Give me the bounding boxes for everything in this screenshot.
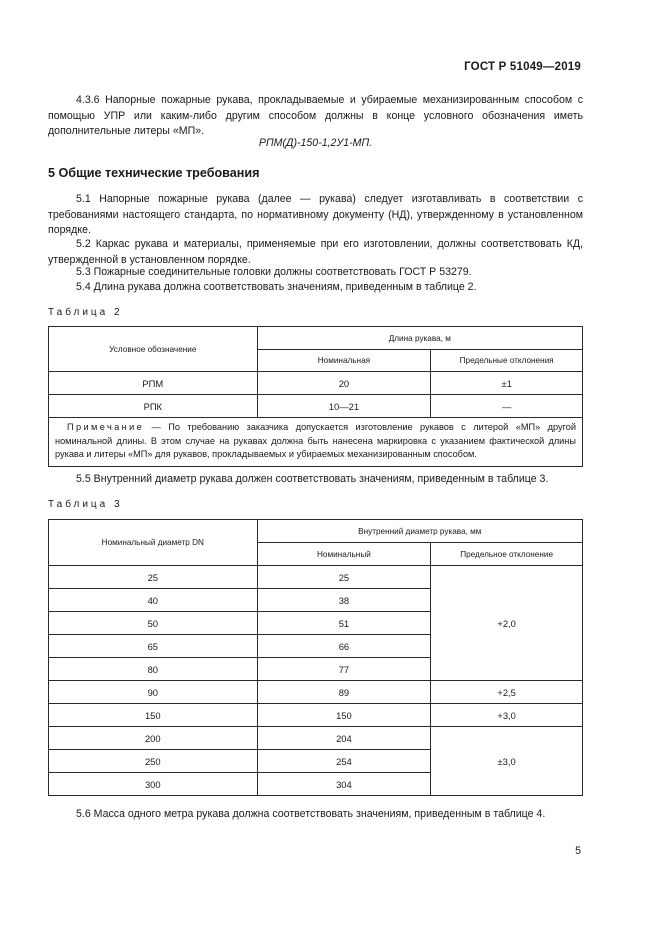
table-cell: 10—21 [257, 395, 431, 418]
table-3-header-nominal: Номинальный [257, 543, 431, 566]
paragraph-5-4: 5.4 Длина рукава должна соответствовать значениям, приведенным в таблице 2. [76, 281, 477, 293]
note-text: — По требованию заказчика допускается изготовление рукавов с литерой «МП» другой номинальной длины. В этом случае на рукавах должна быть нанесена маркировка с указанием фактической длины рукава и литеры «МП» для рукавов, прокладываемых и убираемых механизированным способом. [55, 422, 576, 459]
paragraph-4-3-6: 4.3.6 Напорные пожарные рукава, прокладываемые и убираемые механизированным способом с помощью УПР или каким-либо другим способом должны в конце условного обозначения иметь дополнительные литеры «МП». [48, 94, 583, 137]
table-cell: 250 [49, 750, 258, 773]
table-cell: 66 [257, 635, 431, 658]
table-cell: 254 [257, 750, 431, 773]
table-3-header-diameter: Внутренний диаметр рукава, мм [257, 520, 582, 543]
table-3-caption: Таблица 3 [48, 499, 123, 510]
table-cell: 38 [257, 589, 431, 612]
table-cell: 50 [49, 612, 258, 635]
table-2-note [49, 418, 583, 467]
table-2-note-row [49, 418, 583, 467]
table-cell: 150 [257, 704, 431, 727]
paragraph-5-2: 5.2 Каркас рукава и материалы, применяемые при его изготовлении, должны соответствовать КД, утвержденной в установленном порядке. [48, 238, 583, 266]
table-cell: 204 [257, 727, 431, 750]
designation-example: РПМ(Д)-150-1,2У1-МП. [258, 137, 373, 149]
table-cell: 80 [49, 658, 258, 681]
table-row [49, 727, 583, 750]
table-cell: 150 [49, 704, 258, 727]
table-2-header-length: Длина рукава, м [257, 327, 582, 350]
table-3-header-dn: Номинальный диаметр DN [49, 520, 258, 566]
section-5-title: 5 Общие технические требования [48, 166, 260, 180]
standard-number: ГОСТ Р 51049—2019 [464, 61, 581, 73]
table-cell-limit: +2,0 [431, 566, 583, 681]
table-cell: 20 [257, 372, 431, 395]
table-cell: 40 [49, 589, 258, 612]
paragraph-5-6: 5.6 Масса одного метра рукава должна соответствовать значениям, приведенным в таблице 4. [76, 808, 546, 820]
table-row [49, 372, 583, 395]
table-cell: 200 [49, 727, 258, 750]
table-cell: 25 [257, 566, 431, 589]
table-row [49, 681, 583, 704]
table-cell-limit: ±3,0 [431, 727, 583, 796]
table-row [49, 566, 583, 589]
table-cell: — [431, 395, 583, 418]
table-2-header-limit: Предельные отклонения [431, 350, 583, 372]
paragraph-5-5: 5.5 Внутренний диаметр рукава должен соответствовать значениям, приведенным в таблице 3. [76, 473, 549, 485]
table-cell: 65 [49, 635, 258, 658]
table-cell: 304 [257, 773, 431, 796]
paragraph-5-1: 5.1 Напорные пожарные рукава (далее — рукава) следует изготавливать в соответствии с требованиями настоящего стандарта, по нормативному документу (НД), утвержденному в установленном порядке. [48, 193, 583, 236]
table-cell: 25 [49, 566, 258, 589]
table-cell-limit: +3,0 [431, 704, 583, 727]
table-cell: РПМ [49, 372, 258, 395]
paragraph-5-3: 5.3 Пожарные соединительные головки должны соответствовать ГОСТ Р 53279. [76, 266, 472, 278]
table-2-header-nominal: Номинальная [257, 350, 431, 372]
page-number: 5 [575, 845, 581, 857]
table-cell: 89 [257, 681, 431, 704]
table-3 [48, 519, 583, 796]
table-cell: РПК [49, 395, 258, 418]
table-cell: 90 [49, 681, 258, 704]
table-3-header-limit: Предельное отклонение [431, 543, 583, 566]
table-2-caption: Таблица 2 [48, 307, 123, 318]
table-cell: ±1 [431, 372, 583, 395]
table-2-header-designation: Условное обозначение [49, 327, 258, 372]
table-row [49, 395, 583, 418]
table-cell-limit: +2,5 [431, 681, 583, 704]
table-cell: 77 [257, 658, 431, 681]
table-cell: 51 [257, 612, 431, 635]
table-cell: 300 [49, 773, 258, 796]
table-2 [48, 326, 583, 467]
table-row [49, 704, 583, 727]
note-label: Примечание [67, 422, 145, 432]
